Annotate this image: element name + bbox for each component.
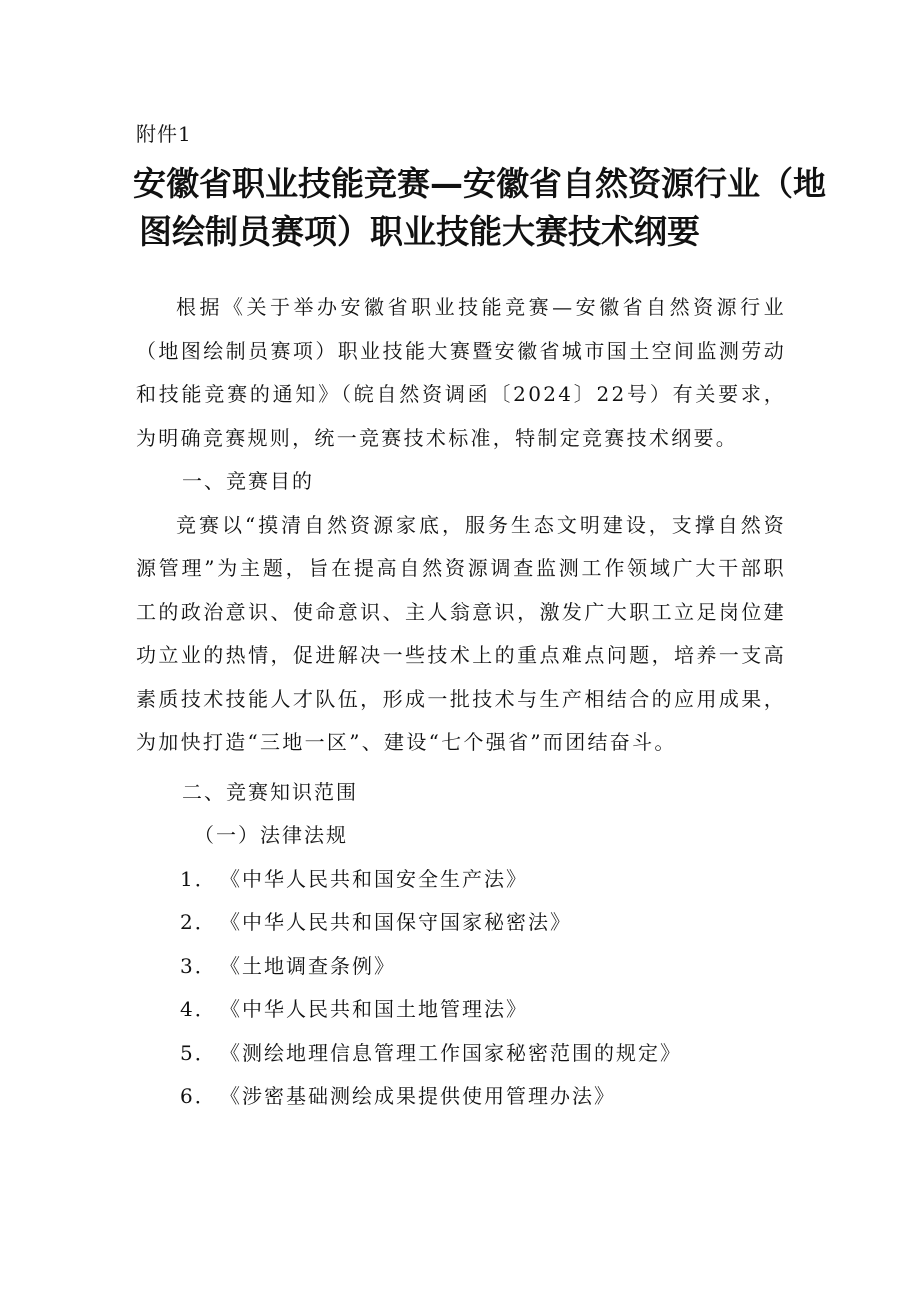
purpose-paragraph: 竞赛以“摸清自然资源家底，服务生态文明建设，支撑自然资源管理”为主题，旨在提高自然资源调查监测工作领域广大干部职工的政治意识、使命意识、主人翁意识，激发广大职工立足岗位建功立业的热情，促进解决一些技术上的重点难点问题，培养一支高素质技术技能人才队伍，形成一批技术与生产相结合的应用成果，为加快打造“三地一区”、建设“七个强省”而团结奋斗。 bbox=[136, 512, 786, 754]
list-item bbox=[136, 1075, 786, 1119]
subsection-heading-laws: （一）法律法规 bbox=[194, 823, 348, 847]
list-item-text: 《涉密基础测绘成果提供使用管理办法》 bbox=[220, 1084, 616, 1108]
list-item-text: 《中华人民共和国保守国家秘密法》 bbox=[220, 910, 572, 934]
list-item-number: 5． bbox=[180, 1040, 217, 1065]
section-heading-purpose: 一、竞赛目的 bbox=[182, 469, 314, 493]
law-list bbox=[136, 858, 786, 1119]
section-heading-knowledge-scope: 二、竞赛知识范围 bbox=[182, 779, 358, 804]
list-item-text: 《中华人民共和国安全生产法》 bbox=[220, 866, 528, 891]
title-line-2: 图绘制员赛项）职业技能大赛技术纲要 bbox=[139, 212, 700, 251]
list-item bbox=[136, 858, 786, 902]
document-title bbox=[133, 160, 826, 256]
list-item-number: 6． bbox=[180, 1084, 217, 1108]
list-item-text: 《测绘地理信息管理工作国家秘密范围的规定》 bbox=[220, 1040, 682, 1065]
list-item-text: 《土地调查条例》 bbox=[220, 953, 396, 978]
list-item bbox=[136, 901, 786, 945]
list-item-text: 《中华人民共和国土地管理法》 bbox=[220, 997, 528, 1021]
list-item-number: 1． bbox=[180, 866, 217, 891]
title-line-1: 安徽省职业技能竞赛—安徽省自然资源行业（地 bbox=[133, 164, 826, 203]
list-item-number: 4． bbox=[180, 997, 217, 1021]
list-item-number: 2． bbox=[180, 910, 217, 934]
list-item-number: 3． bbox=[180, 953, 217, 978]
intro-paragraph: 根据《关于举办安徽省职业技能竞赛—安徽省自然资源行业（地图绘制员赛项）职业技能大赛暨安徽省城市国土空间监测劳动和技能竞赛的通知》（皖自然资调函〔2024〕22号）有关要求，为明确竞赛规则，统一竞赛技术标准，特制定竞赛技术纲要。 bbox=[136, 295, 786, 450]
list-item bbox=[136, 988, 786, 1032]
list-item bbox=[136, 945, 786, 989]
list-item bbox=[136, 1032, 786, 1076]
document-body bbox=[136, 286, 786, 1119]
attachment-label: 附件1 bbox=[136, 122, 192, 146]
